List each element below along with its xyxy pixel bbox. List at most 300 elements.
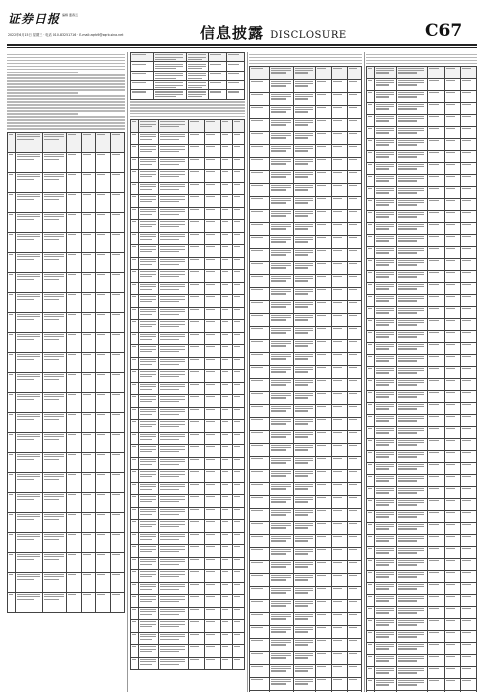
table-cell <box>396 66 427 78</box>
table-cell <box>42 312 66 332</box>
cell-text-line <box>140 584 156 585</box>
table-cell <box>81 412 95 432</box>
cell-text-line <box>160 546 185 547</box>
cell-text-line <box>271 317 291 318</box>
cell-text-line <box>140 459 156 460</box>
table-cell <box>232 182 244 195</box>
cell-text-line <box>398 430 425 431</box>
cell-text-line <box>398 372 418 373</box>
table-row <box>250 79 362 92</box>
cell-text-line <box>97 234 105 235</box>
table-cell <box>347 469 361 482</box>
cell-text-line <box>376 430 394 431</box>
table-cell <box>367 210 375 222</box>
cell-text-line <box>429 416 439 417</box>
table-cell <box>347 664 361 677</box>
table-cell <box>269 287 293 300</box>
cell-text-line <box>44 239 59 240</box>
table-cell <box>445 270 461 282</box>
table-cell <box>375 78 396 90</box>
table-header-row <box>131 120 245 133</box>
cell-text-line <box>376 586 394 587</box>
cell-text-line <box>44 196 64 197</box>
table-cell <box>16 432 42 452</box>
table-cell <box>188 320 204 333</box>
cell-text-line <box>271 358 286 359</box>
cell-text-line <box>44 334 64 335</box>
table-cell <box>42 352 66 372</box>
cell-text-line <box>206 309 215 310</box>
table-cell <box>139 632 159 645</box>
cell-text-line <box>376 144 389 145</box>
cell-text-line <box>222 496 228 497</box>
table-cell <box>131 645 139 658</box>
cell-text-line <box>368 152 372 153</box>
cell-text-line <box>44 516 64 517</box>
table-cell <box>293 79 315 92</box>
cell-text-line <box>234 546 240 547</box>
table-cell <box>461 318 477 330</box>
cell-text-line <box>317 484 326 485</box>
table-cell <box>331 599 347 612</box>
cell-text-line <box>132 334 136 335</box>
cell-text-line <box>398 382 425 383</box>
cell-text-line <box>295 497 313 498</box>
table-cell <box>315 365 331 378</box>
cell-text-line <box>271 330 291 331</box>
cell-text-line <box>140 596 156 597</box>
cell-text-line <box>132 409 136 410</box>
cell-text-line <box>295 250 313 251</box>
cell-text-line <box>462 320 471 321</box>
table-cell <box>220 457 232 470</box>
cell-text-line <box>398 334 425 335</box>
cell-text-line <box>376 624 389 625</box>
table-cell <box>232 245 244 258</box>
cell-text-line <box>17 314 39 315</box>
cell-text-line <box>160 139 179 140</box>
cell-text-line <box>160 346 185 347</box>
cell-text-line <box>17 154 39 155</box>
table-cell <box>42 412 66 432</box>
cell-text-line <box>188 73 207 74</box>
cell-text-line <box>140 461 156 462</box>
cell-text-line <box>376 562 394 563</box>
cell-text-line <box>190 221 199 222</box>
cell-text-line <box>376 574 394 575</box>
table-cell <box>445 378 461 390</box>
table-cell <box>396 582 427 594</box>
table-cell <box>347 547 361 560</box>
cell-text-line <box>333 523 342 524</box>
cell-text-line <box>234 134 240 135</box>
table-cell <box>42 232 66 252</box>
cell-text-line <box>44 599 59 600</box>
cell-text-line <box>271 369 291 370</box>
disclosure-table <box>130 52 245 100</box>
table-cell <box>461 534 477 546</box>
cell-text-line <box>222 571 228 572</box>
cell-text-line <box>160 661 185 662</box>
cell-text-line <box>160 649 185 650</box>
table-cell <box>153 90 186 99</box>
table-row <box>131 407 245 420</box>
cell-text-line <box>398 480 418 481</box>
table-cell <box>186 90 209 99</box>
cell-text-line <box>160 376 179 377</box>
cell-text-line <box>271 627 291 628</box>
cell-text-line <box>376 600 389 601</box>
cell-text-line <box>160 551 179 552</box>
cell-text-line <box>376 608 394 609</box>
table-cell <box>131 132 139 145</box>
cell-text-line <box>333 432 342 433</box>
cell-text-line <box>295 527 308 528</box>
table-cell <box>315 131 331 144</box>
table-cell <box>427 498 445 510</box>
table-cell <box>232 507 244 520</box>
cell-text-line <box>188 66 207 67</box>
cell-text-line <box>368 80 372 81</box>
cell-text-line <box>44 379 59 380</box>
table-cell <box>139 195 159 208</box>
table-cell <box>347 651 361 664</box>
cell-text-line <box>368 680 372 681</box>
cell-text-line <box>349 458 357 459</box>
cell-text-line <box>17 414 39 415</box>
cell-text-line <box>317 250 326 251</box>
text-line <box>7 110 125 111</box>
cell-text-line <box>398 444 418 445</box>
cell-text-line <box>317 354 326 355</box>
table-row <box>250 482 362 495</box>
cell-text-line <box>155 75 183 76</box>
cell-text-line <box>398 610 425 611</box>
cell-text-line <box>234 496 240 497</box>
table-cell <box>293 313 315 326</box>
cell-text-line <box>140 121 156 122</box>
cell-text-line <box>333 211 342 212</box>
table-cell <box>159 345 188 358</box>
cell-text-line <box>68 154 76 155</box>
table-cell <box>396 438 427 450</box>
cell-text-line <box>398 296 425 297</box>
cell-text-line <box>206 184 215 185</box>
cell-text-line <box>17 214 39 215</box>
table-cell <box>331 144 347 157</box>
cell-text-line <box>462 416 471 417</box>
cell-text-line <box>271 631 286 632</box>
table-cell <box>67 152 81 172</box>
cell-text-line <box>368 188 372 189</box>
cell-text-line <box>190 146 199 147</box>
cell-text-line <box>271 241 286 242</box>
cell-text-line <box>271 150 286 151</box>
cell-text-line <box>112 574 120 575</box>
cell-text-line <box>376 466 394 467</box>
cell-text-line <box>228 64 238 65</box>
table-cell <box>427 162 445 174</box>
cell-text-line <box>140 359 156 360</box>
cell-text-line <box>44 194 64 195</box>
table-cell <box>131 345 139 358</box>
table-cell <box>8 592 16 612</box>
cell-text-line <box>271 159 291 160</box>
cell-text-line <box>462 608 471 609</box>
cell-text-line <box>44 519 59 520</box>
cell-text-line <box>140 301 152 302</box>
cell-text-line <box>190 209 199 210</box>
table-cell <box>110 232 125 252</box>
cell-text-line <box>333 263 342 264</box>
cell-text-line <box>398 380 425 381</box>
cell-text-line <box>44 576 64 577</box>
table-cell <box>250 508 270 521</box>
cell-text-line <box>271 202 286 203</box>
table-cell <box>427 222 445 234</box>
cell-text-line <box>333 380 342 381</box>
table-row <box>8 412 125 432</box>
table-cell <box>445 210 461 222</box>
cell-text-line <box>251 575 263 576</box>
cell-text-line <box>376 464 394 465</box>
cell-text-line <box>160 514 179 515</box>
cell-text-line <box>271 198 291 199</box>
cell-text-line <box>160 201 179 202</box>
cell-text-line <box>376 168 389 169</box>
cell-text-line <box>160 601 179 602</box>
cell-text-line <box>376 356 394 357</box>
cell-text-line <box>376 128 394 129</box>
table-cell <box>331 92 347 105</box>
cell-text-line <box>349 133 357 134</box>
cell-text-line <box>17 516 39 517</box>
cell-text-line <box>333 315 342 316</box>
table-row <box>131 195 245 208</box>
table-cell <box>445 522 461 534</box>
table-cell <box>250 690 270 692</box>
cell-text-line <box>349 614 357 615</box>
table-cell <box>461 450 477 462</box>
table-cell <box>250 235 270 248</box>
cell-text-line <box>155 91 183 92</box>
table-cell <box>110 552 125 572</box>
cell-text-line <box>44 494 64 495</box>
cell-text-line <box>160 489 179 490</box>
cell-text-line <box>140 171 156 172</box>
table-cell <box>293 417 315 430</box>
table-cell <box>293 157 315 170</box>
table-cell <box>269 482 293 495</box>
table-cell <box>8 132 16 152</box>
cell-text-line <box>398 392 425 393</box>
cell-text-line <box>271 107 291 108</box>
table-row <box>250 248 362 261</box>
table-cell <box>293 677 315 690</box>
cell-text-line <box>295 562 313 563</box>
cell-text-line <box>44 274 64 275</box>
cell-text-line <box>295 341 313 342</box>
table-cell <box>396 270 427 282</box>
cell-text-line <box>368 488 372 489</box>
text-line <box>249 54 362 55</box>
table-cell <box>315 222 331 235</box>
cell-text-line <box>317 146 326 147</box>
cell-text-line <box>222 371 228 372</box>
cell-text-line <box>132 321 136 322</box>
table-cell <box>159 507 188 520</box>
table-cell <box>250 339 270 352</box>
cell-text-line <box>398 176 425 177</box>
cell-text-line <box>349 172 357 173</box>
cell-text-line <box>295 601 313 602</box>
cell-text-line <box>317 601 326 602</box>
cell-text-line <box>140 409 156 410</box>
cell-text-line <box>376 516 389 517</box>
cell-text-line <box>429 440 439 441</box>
cell-text-line <box>190 596 199 597</box>
cell-text-line <box>295 679 313 680</box>
cell-text-line <box>333 601 342 602</box>
cell-text-line <box>112 374 120 375</box>
table-cell <box>220 570 232 583</box>
cell-text-line <box>160 411 185 412</box>
cell-text-line <box>376 324 389 325</box>
table-cell <box>131 495 139 508</box>
table-cell <box>375 522 396 534</box>
table-cell <box>250 105 270 118</box>
cell-text-line <box>17 319 33 320</box>
cell-text-line <box>112 534 120 535</box>
cell-text-line <box>462 560 471 561</box>
cell-text-line <box>295 163 308 164</box>
table-cell <box>232 532 244 545</box>
table-cell <box>445 330 461 342</box>
table-cell <box>396 306 427 318</box>
cell-text-line <box>271 172 291 173</box>
cell-text-line <box>398 320 425 321</box>
cell-text-line <box>188 57 207 58</box>
cell-text-line <box>429 392 439 393</box>
table-cell <box>81 332 95 352</box>
cell-text-line <box>376 116 394 117</box>
table-cell <box>139 432 159 445</box>
cell-text-line <box>160 361 185 362</box>
table-cell <box>204 645 220 658</box>
cell-text-line <box>271 135 291 136</box>
table-cell <box>8 432 16 452</box>
cell-text-line <box>446 620 455 621</box>
cell-text-line <box>271 215 286 216</box>
table-cell <box>220 582 232 595</box>
cell-text-line <box>349 679 357 680</box>
cell-text-line <box>132 184 136 185</box>
cell-text-line <box>376 540 389 541</box>
table-cell <box>159 457 188 470</box>
cell-text-line <box>160 484 185 485</box>
table-cell <box>209 71 227 80</box>
cell-text-line <box>295 553 308 554</box>
cell-text-line <box>160 334 185 335</box>
cell-text-line <box>44 414 64 415</box>
cell-text-line <box>234 659 240 660</box>
cell-text-line <box>398 286 425 287</box>
cell-text-line <box>44 299 59 300</box>
cell-text-line <box>462 476 471 477</box>
table-cell <box>315 482 331 495</box>
table-cell <box>331 508 347 521</box>
table-cell <box>331 339 347 352</box>
cell-text-line <box>44 436 64 437</box>
table-cell <box>188 545 204 558</box>
cell-text-line <box>140 651 152 652</box>
cell-text-line <box>368 452 372 453</box>
cell-text-line <box>83 454 91 455</box>
cell-text-line <box>398 488 425 489</box>
cell-text-line <box>295 315 313 316</box>
cell-text-line <box>140 599 156 600</box>
cell-text-line <box>295 406 313 407</box>
table-cell <box>427 90 445 102</box>
cell-text-line <box>188 75 207 76</box>
table-cell <box>445 114 461 126</box>
cell-text-line <box>295 523 313 524</box>
table-cell <box>96 212 110 232</box>
table-cell <box>232 370 244 383</box>
cell-text-line <box>429 80 439 81</box>
table-cell <box>159 482 188 495</box>
table-cell <box>315 534 331 547</box>
table-cell <box>96 312 110 332</box>
table-cell <box>131 120 139 133</box>
table-cell <box>293 261 315 274</box>
cell-text-line <box>222 434 228 435</box>
cell-text-line <box>132 646 136 647</box>
table-cell <box>375 354 396 366</box>
table-row <box>131 557 245 570</box>
cell-text-line <box>251 640 263 641</box>
table-cell <box>110 352 125 372</box>
table-row <box>367 390 477 402</box>
table-cell <box>445 690 461 692</box>
cell-text-line <box>9 274 13 275</box>
table-cell <box>331 677 347 690</box>
table-cell <box>269 92 293 105</box>
dateline: 2022年6月15日 星期三 · 电话 010-83251716 · E-mail:zqrb9@zqrb.sina.net <box>8 33 124 37</box>
cell-text-line <box>349 510 357 511</box>
table-cell <box>331 547 347 560</box>
cell-text-line <box>317 224 326 225</box>
cell-text-line <box>398 156 418 157</box>
table-cell <box>375 270 396 282</box>
table-cell <box>427 150 445 162</box>
cell-text-line <box>190 434 199 435</box>
cell-text-line <box>68 594 76 595</box>
table-cell <box>188 282 204 295</box>
cell-text-line <box>271 200 291 201</box>
table-cell <box>367 138 375 150</box>
table-row <box>367 366 477 378</box>
cell-text-line <box>83 414 91 415</box>
table-cell <box>396 426 427 438</box>
cell-text-line <box>376 440 394 441</box>
table-cell <box>139 320 159 333</box>
cell-text-line <box>295 94 313 95</box>
table-cell <box>293 612 315 625</box>
table-cell <box>188 470 204 483</box>
cell-text-line <box>295 328 313 329</box>
cell-text-line <box>140 314 152 315</box>
